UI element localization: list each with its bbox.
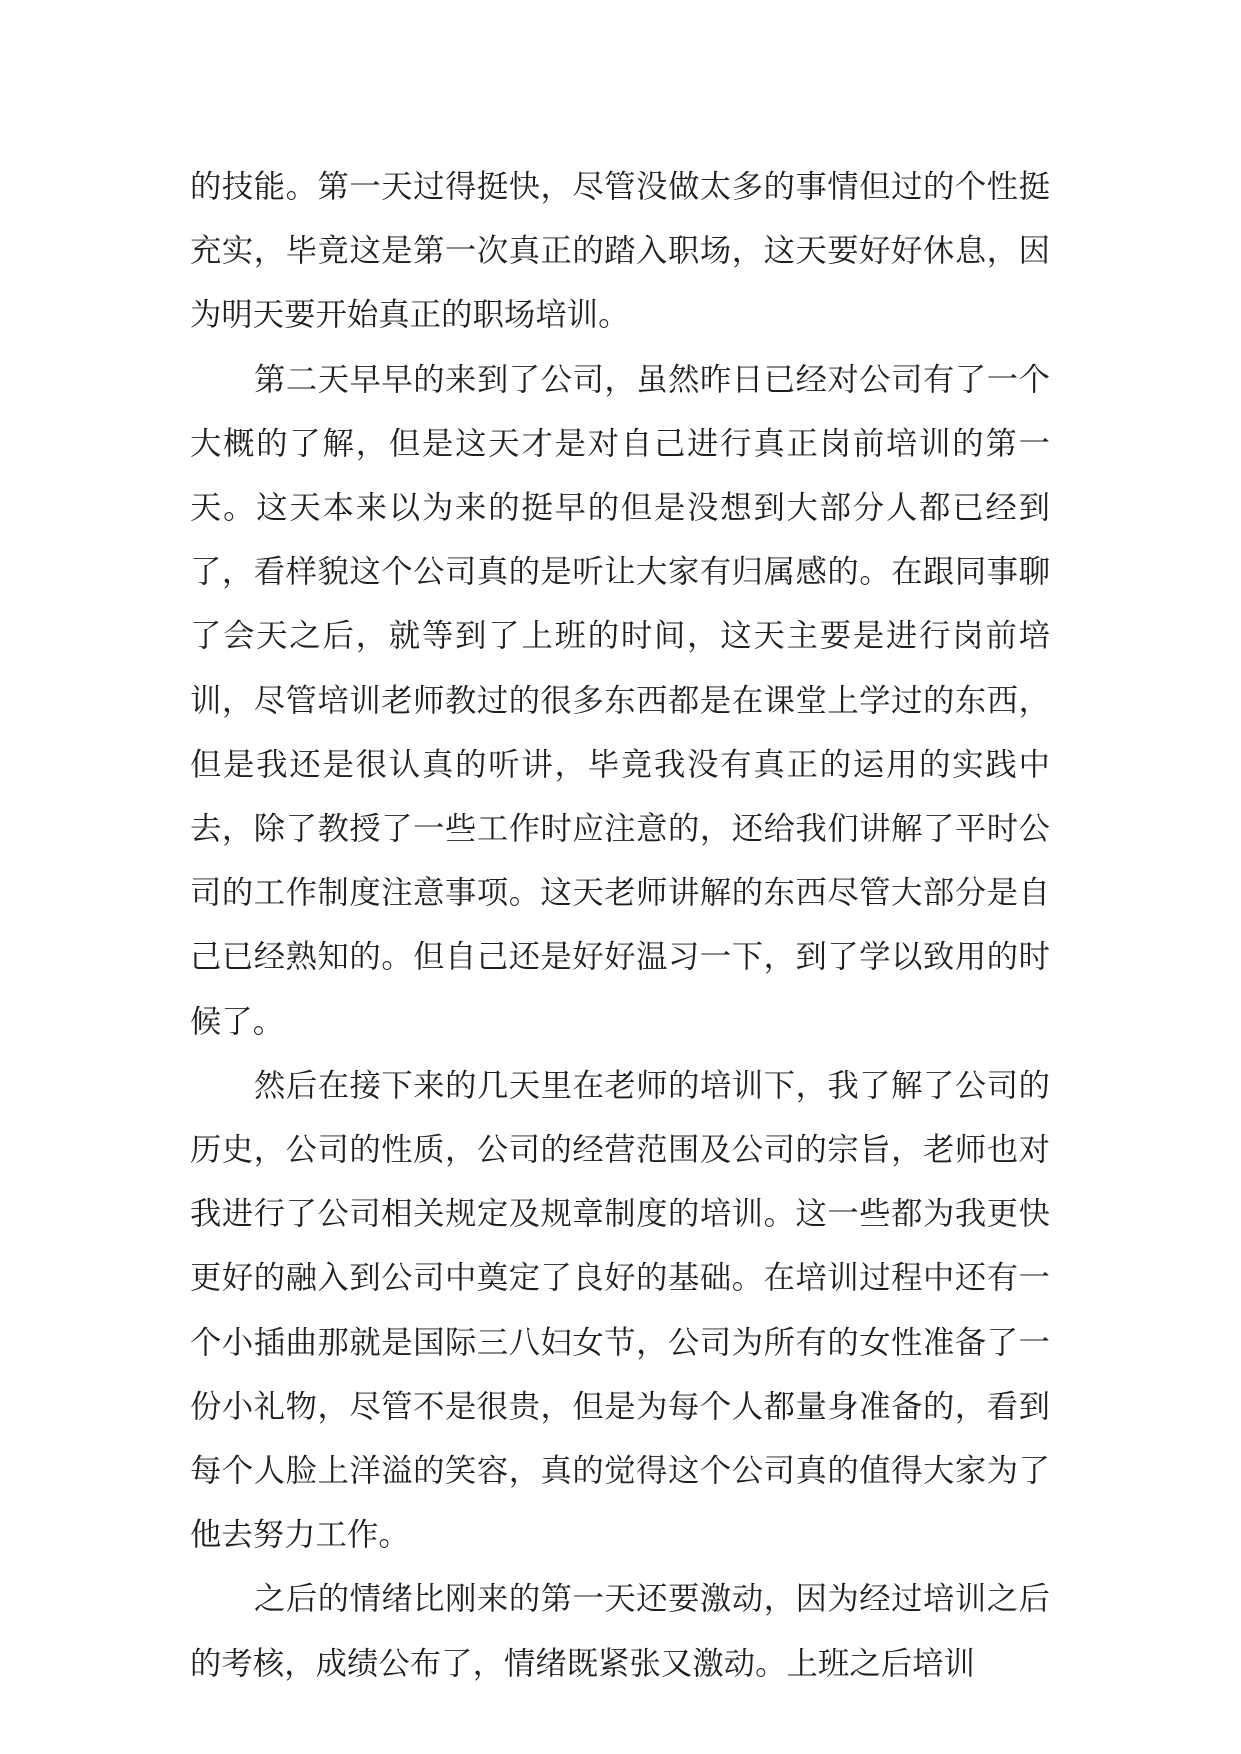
paragraph-2: 第二天早早的来到了公司，虽然昨日已经对公司有了一个大概的了解，但是这天才是对自己进行真正岗前培训的第一天。这天本来以为来的挺早的但是没想到大部分人都已经到了，看样貌这个公司真的是听让大家有归属感的。在跟同事聊了会天之后，就等到了上班的时间，这天主要是进行岗前培训，尽管培训老师教过的很多东西都是在课堂上学过的东西，但是我还是很认真的听讲，毕竟我没有真正的运用的实践中去，除了教授了一些工作时应注意的，还给我们讲解了平时公司的工作制度注意事项。这天老师讲解的东西尽管大部分是自己已经熟知的。但自己还是好好温习一下，到了学以致用的时候了。 [190, 361, 1050, 1040]
document-body [190, 155, 1050, 1696]
paragraph-4: 之后的情绪比刚来的第一天还要激动，因为经过培训之后的考核，成绩公布了，情绪既紧张又激动。上班之后培训 [190, 1581, 1050, 1682]
paragraph-1: 的技能。第一天过得挺快，尽管没做太多的事情但过的个性挺充实，毕竟这是第一次真正的踏入职场，这天要好好休息，因为明天要开始真正的职场培训。 [190, 169, 1050, 334]
paragraph-3: 然后在接下来的几天里在老师的培训下，我了解了公司的历史，公司的性质，公司的经营范围及公司的宗旨，老师也对我进行了公司相关规定及规章制度的培训。这一些都为我更快更好的融入到公司中奠定了良好的基础。在培训过程中还有一个小插曲那就是国际三八妇女节，公司为所有的女性准备了一份小礼物，尽管不是很贵，但是为每个人都量身准备的，看到每个人脸上洋溢的笑容，真的觉得这个公司真的值得大家为了他去努力工作。 [190, 1067, 1050, 1554]
